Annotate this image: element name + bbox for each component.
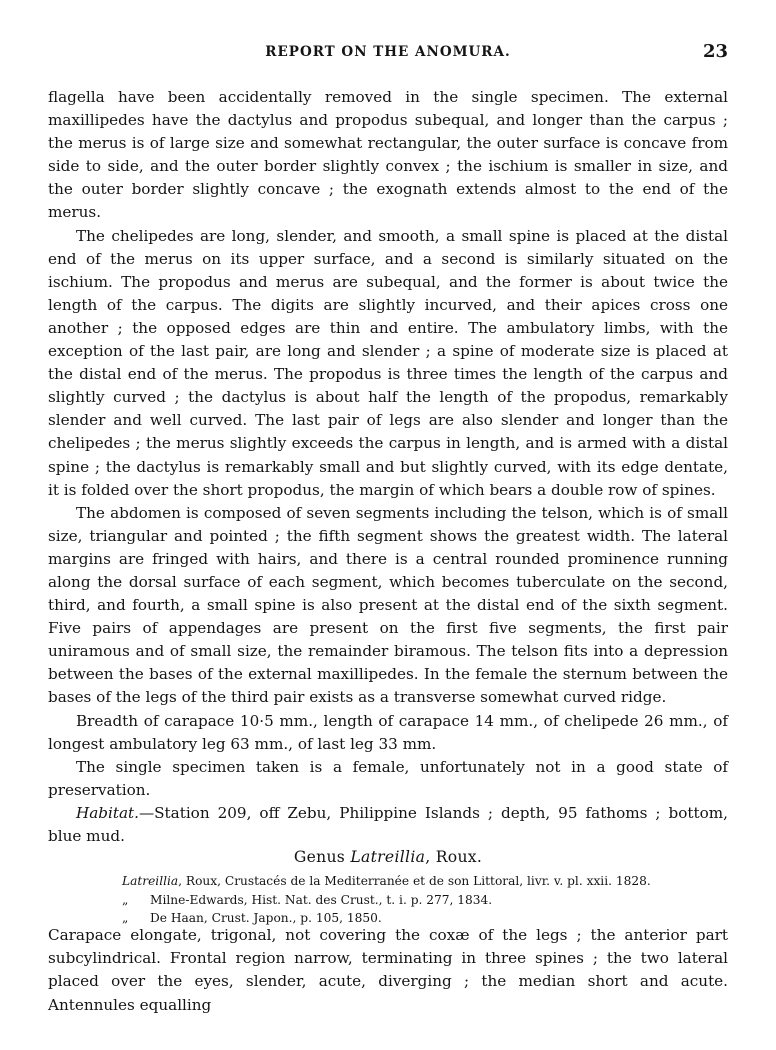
habitat-paragraph [48, 802, 728, 848]
genus-suffix: , Roux. [425, 848, 483, 866]
genus-description [48, 924, 728, 1017]
running-title: REPORT ON THE ANOMURA. [265, 44, 511, 60]
ditto-mark: „ [122, 892, 129, 907]
reference-line [122, 891, 722, 910]
habitat-text: —Station 209, off Zebu, Philippine Islands ; depth, 95 fathoms ; bottom, blue mud. [48, 803, 728, 845]
reference-text: De Haan, Crust. Japon., p. 105, 1850. [150, 911, 382, 925]
reference-text: Milne-Edwards, Hist. Nat. des Crust., t. i. p. 277, 1834. [150, 892, 493, 907]
genus-name: Latreillia [350, 848, 426, 866]
paragraph: The chelipedes are long, slender, and smooth, a small spine is placed at the distal end of the merus on its upper surface, and a second is similarly situated on the ischium. The propodus and merus are subequal, and the former is about twice the length of the carpus. The digits are slightly incurved, and their apices cross one another ; the opposed edges are thin and entire. The ambulatory limbs, with the exception of the last pair, are long and slender ; a spine of moderate size is placed at the distal end of the merus. The propodus is three times the length of the carpus and slightly curved ; the dactylus is about half the length of the propodus, remarkably slender and well curved. The last pair of legs are also slender and longer than the chelipedes ; the merus slightly exceeds the carpus in length, and is armed with a distal spine ; the dactylus is remarkably small and but slightly curved, with its edge dentate, it is folded over the short propodus, the margin of which bears a double row of spines. [48, 226, 728, 499]
synonymy-references [122, 872, 722, 928]
reference-author: Latreillia [122, 874, 179, 888]
paragraph: The abdomen is composed of seven segments including the telson, which is of small size, triangular and pointed ; the fifth segment shows the greatest width. The lateral margins are fringed with hairs, and there is a central rounded prominence running along the dorsal surface of each segment, which becomes tuberculate on the second, third, and fourth, a small spine is also present at the distal end of the sixth segment. Five pairs of appendages are present on the first five segments, the first pair uniramous and of small size, the remainder biramous. The telson fits into a depression between the bases of the external maxillipedes. In the female the sternum between the bases of the legs of the third pair exists as a transverse somewhat curved ridge. [48, 503, 728, 707]
page-number: 23 [702, 41, 728, 62]
paragraph: Carapace elongate, trigonal, not covering the coxæ of the legs ; the anterior part subcylindrical. Frontal region narrow, terminating in three spines ; the two lateral placed over the eyes, slender, acute, diverging ; the median short and acute. Antennules equalling [48, 926, 728, 1014]
genus-prefix: Genus [293, 848, 351, 866]
ditto-mark: „ [122, 911, 129, 925]
paragraph: flagella have been accidentally removed in the single specimen. The external maxillipedes have the dactylus and propodus subequal, and longer than the carpus ; the merus is of large size and somewhat rectangular, the outer surface is concave from side to side, and the outer border slightly convex ; the ischium is smaller in size, and the outer border slightly concave ; the exognath extends almost to the end of the merus. [48, 88, 728, 222]
page-header [48, 41, 728, 68]
reference-line [122, 872, 722, 891]
genus-heading [48, 848, 728, 866]
habitat-label: Habitat. [76, 803, 139, 822]
reference-text: , Roux, Crustacés de la Mediterranée et de son Littoral, livr. v. pl. xxii. 1828. [178, 874, 651, 888]
body-text [48, 86, 728, 848]
paragraph: The single specimen taken is a female, unfortunately not in a good state of preservation. [48, 757, 728, 799]
paragraph: Breadth of carapace 10·5 mm., length of carapace 14 mm., of chelipede 26 mm., of longest ambulatory leg 63 mm., of last leg 33 mm. [48, 711, 728, 753]
